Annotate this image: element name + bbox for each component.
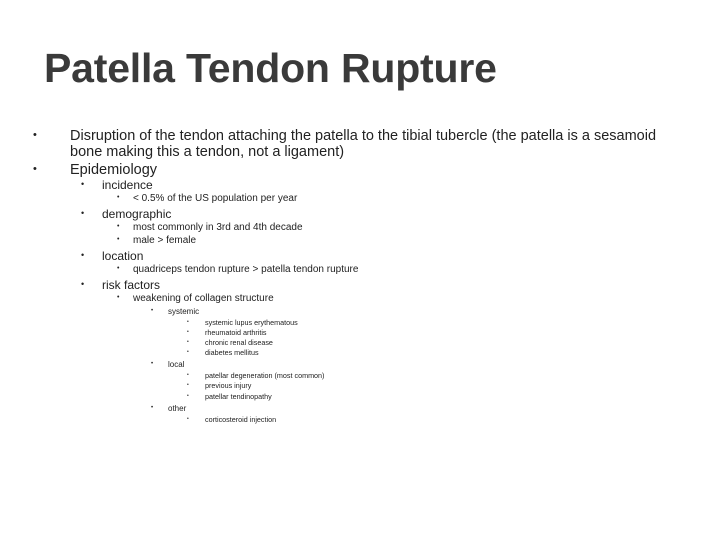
bullet-icon: • <box>187 339 189 345</box>
local-label: local <box>168 360 185 369</box>
bullet-icon: • <box>187 319 189 325</box>
bullet-icon: • <box>187 349 189 355</box>
bullet-icon: • <box>151 308 154 314</box>
bullet-icon: • <box>151 405 154 411</box>
systemic-item: rheumatoid arthritis <box>205 328 267 337</box>
incidence-label: incidence <box>102 178 153 192</box>
disruption-text-line2: bone making this a tendon, not a ligament) <box>70 144 345 160</box>
local-item: patellar tendinopathy <box>205 392 272 401</box>
slide-title: Patella Tendon Rupture <box>44 45 497 91</box>
bullet-icon: • <box>117 236 120 243</box>
bullet-icon: • <box>81 208 85 218</box>
systemic-item: chronic renal disease <box>205 338 273 347</box>
bullet-icon: • <box>117 265 120 272</box>
systemic-label: systemic <box>168 307 200 316</box>
bullet-icon: • <box>187 416 189 422</box>
demographic-label: demographic <box>102 207 172 221</box>
local-item: previous injury <box>205 381 252 390</box>
bullet-icon: • <box>33 129 37 141</box>
weakening-label: weakening of collagen structure <box>133 293 274 304</box>
disruption-text-line1: Disruption of the tendon attaching the patella to the tibial tubercle (the patella is a sesamoid <box>70 128 657 144</box>
other-item: corticosteroid injection <box>205 415 277 424</box>
demographic-detail: male > female <box>133 235 197 246</box>
bullet-icon: • <box>187 372 189 378</box>
systemic-item: systemic lupus erythematous <box>205 318 298 327</box>
bullet-icon: • <box>81 279 85 289</box>
incidence-detail: < 0.5% of the US population per year <box>133 193 298 204</box>
location-label: location <box>102 249 144 263</box>
bullet-icon: • <box>117 294 120 301</box>
systemic-item: diabetes mellitus <box>205 348 259 357</box>
epidemiology-heading: Epidemiology <box>70 162 158 178</box>
bullet-icon: • <box>81 179 85 189</box>
risk-factors-label: risk factors <box>102 278 161 292</box>
bullet-icon: • <box>187 382 189 388</box>
bullet-icon: • <box>117 223 120 230</box>
local-item: patellar degeneration (most common) <box>205 371 325 380</box>
bullet-icon: • <box>187 393 189 399</box>
bullet-icon: • <box>33 163 37 175</box>
demographic-detail: most commonly in 3rd and 4th decade <box>133 222 303 233</box>
bullet-icon: • <box>117 194 120 201</box>
bullet-icon: • <box>151 361 154 367</box>
bullet-icon: • <box>187 329 189 335</box>
bullet-icon: • <box>81 250 85 260</box>
other-label: other <box>168 404 187 413</box>
location-detail: quadriceps tendon rupture > patella tendon rupture <box>133 264 359 275</box>
